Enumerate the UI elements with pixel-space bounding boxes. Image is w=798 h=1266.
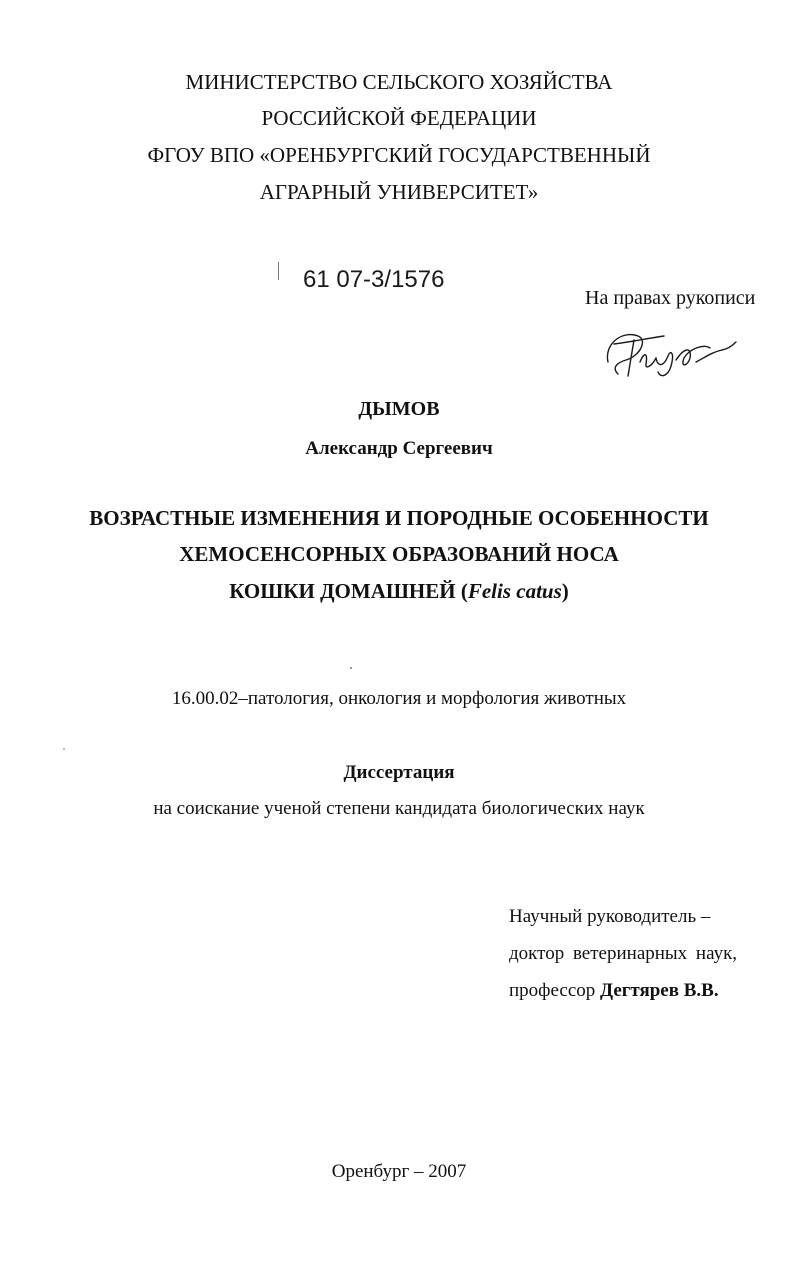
work-type: Диссертация	[343, 762, 455, 783]
supervisor-line-3	[509, 980, 719, 1002]
place-year: Оренбург – 2007	[331, 1161, 467, 1182]
title-line-3-prefix: КОШКИ ДОМАШНЕЙ (	[229, 579, 468, 603]
specialty-code: 16.00.02–патология, онкология и морфология животных	[171, 688, 627, 709]
supervisor-line-2: доктор ветеринарных наук,	[509, 943, 738, 964]
degree-line: на соискание ученой степени кандидата биологических наук	[153, 798, 645, 819]
title-line-3-suffix: )	[561, 579, 569, 603]
signature-icon	[600, 322, 740, 384]
ministry-line-2: РОССИЙСКОЙ ФЕДЕРАЦИИ	[261, 106, 537, 130]
university-line-2: АГРАРНЫЙ УНИВЕРСИТЕТ»	[259, 180, 539, 204]
title-line-3	[0, 579, 798, 604]
supervisor-rank: профессор	[509, 980, 601, 1001]
latin-name: Felis catus	[467, 579, 562, 603]
ministry-line-1: МИНИСТЕРСТВО СЕЛЬСКОГО ХОЗЯЙСТВА	[185, 70, 613, 94]
university-line-1: ФГОУ ВПО «ОРЕНБУРГСКИЙ ГОСУДАРСТВЕННЫЙ	[147, 143, 651, 167]
title-line-2: ХЕМОСЕНСОРНЫХ ОБРАЗОВАНИЙ НОСА	[179, 542, 619, 566]
scan-speck	[350, 667, 352, 669]
rights-note: На правах рукописи	[585, 287, 756, 309]
supervisor-name: Дегтярев В.В.	[600, 980, 719, 1001]
catalog-code: 61 07-3/1576	[303, 266, 445, 293]
margin-mark	[278, 262, 279, 280]
author-surname: ДЫМОВ	[358, 398, 440, 420]
author-given-names: Александр Сергеевич	[305, 438, 493, 459]
supervisor-line-1: Научный руководитель –	[509, 906, 711, 927]
title-line-1: ВОЗРАСТНЫЕ ИЗМЕНЕНИЯ И ПОРОДНЫЕ ОСОБЕННОСТИ	[89, 506, 709, 530]
scan-speck	[63, 748, 65, 750]
